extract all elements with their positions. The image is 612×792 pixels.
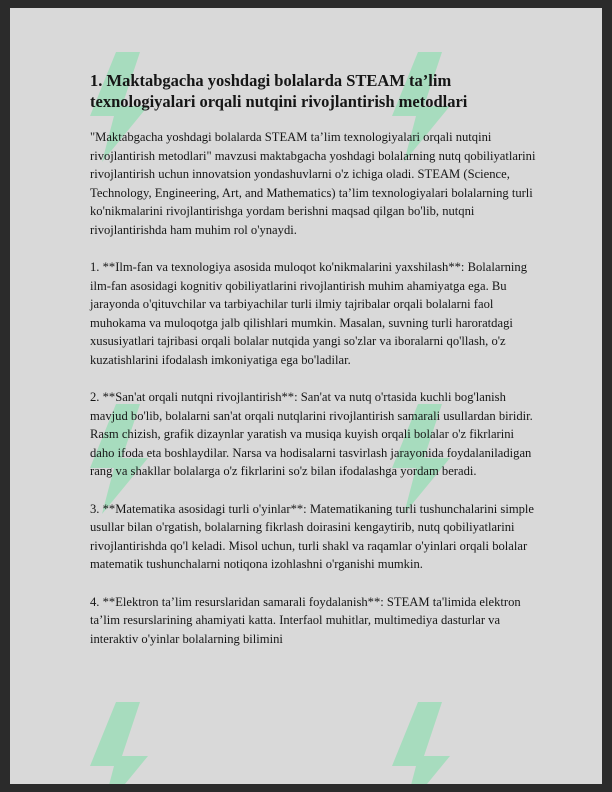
document-body (90, 70, 538, 667)
paragraph-e-learning: 4. **Elektron ta’lim resurslaridan samarali foydalanish**: STEAM ta'limida elektron ta’lim resurslarining ahamiyati katta. Interfaol muhitlar, multimediya dasturlar va interaktiv o'yinlar bolalarning bilimini (90, 594, 521, 646)
watermark-logo-icon (78, 698, 160, 784)
paragraph-mathematics: 3. **Matematika asosidagi turli o'yinlar**: Matematikaning turli tushunchalarini simple usullar bilan o'rgatish, bolalarning fikrlash doirasini kengaytirib, nutq qobiliyatlarini rivojlantirishda qo'l keladi. Misol uchun, turli shakl va raqamlar o'yinlari orqali bolalar matematik tushunchalarni notiqona izohlashni o'rganishi mumkin. (90, 501, 535, 571)
document-page (10, 8, 602, 784)
intro-paragraph: "Maktabgacha yoshdagi bolalarda STEAM ta’lim texnologiyalari orqali nutqini rivojlantirish metodlari" mavzusi maktabgacha yoshdagi bolalarning nutq qobiliyatlarini rivojlantirish uchun innovatsion yondashuvlarni o'z ichiga oladi. STEAM (Science, Technology, Engineering, Art, and Mathematics) ta’lim texnologiyalari bolalarning turli ko'nikmalarini rivojlantirishga yordam berishni maqsad qilgan bo'lib, nutqni rivojlantirishda ham muhim rol o'ynaydi. (90, 130, 536, 237)
paragraph-art: 2. **San'at orqali nutqni rivojlantirish**: San'at va nutq o'rtasida kuchli bog'lanish mavjud bo'lib, bolalarni san'at orqali nutqlarini rivojlantirish samarali usullardan biridir. Rasm chizish, grafik dizaynlar yaratish va musiqa kuyish orqali bolalar o'z fikrlarini daho ifoda eta boshlaydilar. Narsa va hodisalarni tasvirlash jarayonida foydalaniladigan rang va shakllar bolalarga o'z fikrlarini so'z bilan ifodalashga yordam beradi. (90, 390, 533, 478)
document-title: 1. Maktabgacha yoshdagi bolalarda STEAM ta’lim texnologiyalari orqali nutqini rivojlantirish metodlari (90, 71, 468, 111)
paragraph-science-technology: 1. **Ilm-fan va texnologiya asosida muloqot ko'nikmalarini yaxshilash**: Bolalarning ilm-fan asosidagi kognitiv qobiliyatlarini rivojlantirish muhim ahamiyatga ega. Bu jarayonda o'qituvchilar va tarbiyachilar turli ilmiy tajribalar orqali bolalarni faol muhokama va muloqotga jalb qilishlari mumkin. Masalan, suvning turli haroratdagi xususiyatlari tajribasi orqali bolalar nutqida yangi so'zlar va iboralarni qo'llash, o'z kuzatishlarini ifodalash imkoniyatiga ega bo'ladilar. (90, 260, 528, 367)
watermark-logo-icon (380, 698, 462, 784)
